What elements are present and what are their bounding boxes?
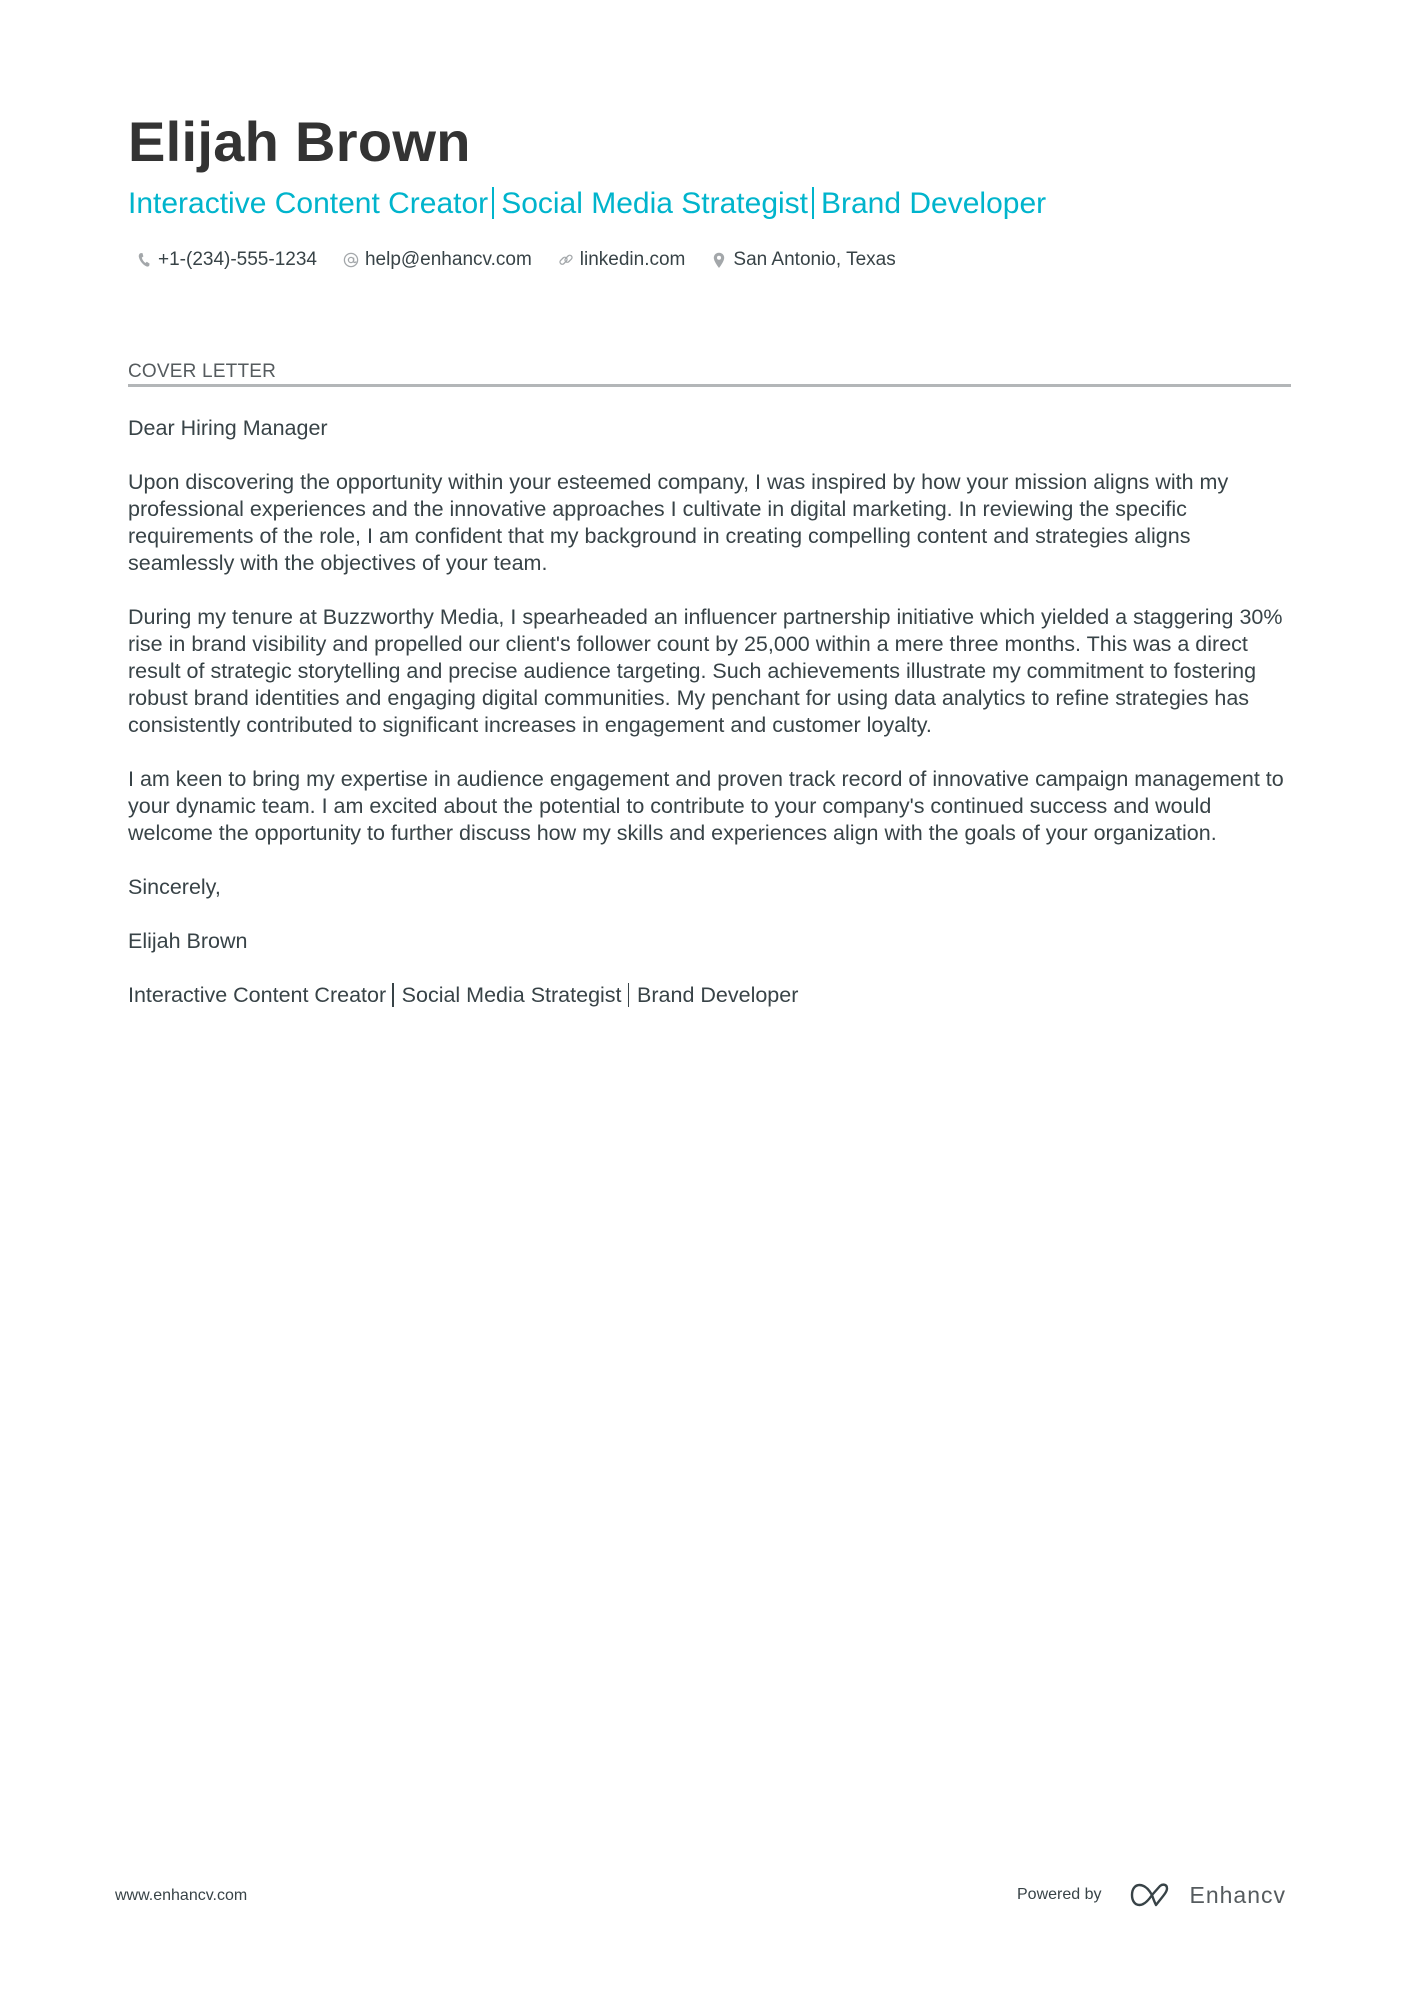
signature-title-part: Social Media Strategist (401, 983, 622, 1007)
headline-part: Social Media Strategist (501, 187, 808, 220)
signature-title-part: Interactive Content Creator (128, 983, 387, 1007)
headline (128, 185, 1046, 223)
headline-part: Interactive Content Creator (128, 187, 489, 220)
link-icon (558, 251, 574, 269)
section-title: COVER LETTER (128, 361, 277, 382)
signature-title (128, 982, 1291, 1009)
contact-location (711, 246, 895, 274)
linkedin-value: linkedin.com (579, 249, 686, 270)
closing: Sincerely, (128, 875, 221, 899)
contact-email[interactable] (343, 246, 532, 274)
enhancv-logo-icon (1130, 1882, 1178, 1908)
signature-title-part: Brand Developer (637, 983, 799, 1007)
contact-linkedin[interactable] (558, 246, 686, 274)
footer-website-link[interactable]: www.enhancv.com (115, 1887, 248, 1904)
section-divider (128, 384, 1291, 387)
powered-by-badge[interactable] (1017, 1880, 1286, 1910)
paragraph: I am keen to bring my expertise in audience engagement and proven track record of innovative campaign management to your dynamic team. I am excited about the potential to contribute to your company's continued success and would welcome the opportunity to further discuss how my skills and experiences align with the goals of your organization. (128, 767, 1284, 845)
location-value: San Antonio, Texas (733, 249, 896, 270)
location-pin-icon (711, 251, 727, 269)
contact-row (136, 246, 922, 274)
signature-separator (628, 983, 630, 1007)
paragraph: Upon discovering the opportunity within your esteemed company, I was inspired by how your mission aligns with my professional experiences and the innovative approaches I cultivate in digital marketing. In reviewing the specific requirements of the role, I am confident that my background in creating compelling content and strategies aligns seamlessly with the objectives of your team. (128, 470, 1229, 575)
headline-part: Brand Developer (821, 187, 1047, 220)
email-value: help@enhancv.com (364, 249, 532, 270)
contact-phone[interactable] (136, 246, 317, 274)
enhancv-logo-text: Enhancv (1189, 1881, 1287, 1908)
signature-name: Elijah Brown (128, 929, 248, 953)
phone-value: +1-(234)-555-1234 (158, 249, 317, 270)
paragraph: During my tenure at Buzzworthy Media, I spearheaded an influencer partnership initiative which yielded a staggering 30% rise in brand visibility and propelled our client's follower count by 25,000 within a mere three months. This was a direct result of strategic storytelling and precise audience targeting. Such achievements illustrate my commitment to fostering robust brand identities and engaging digital communities. My penchant for using data analytics to refine strategies has consistently contributed to significant increases in engagement and customer loyalty. (128, 605, 1283, 737)
headline-separator (492, 187, 494, 219)
at-icon (343, 251, 359, 269)
phone-icon (136, 251, 152, 269)
powered-by-label: Powered by (1017, 1886, 1102, 1903)
candidate-name: Elijah Brown (128, 110, 471, 173)
cover-letter-body (128, 415, 1291, 1036)
signature-separator (392, 983, 394, 1007)
headline-separator (812, 187, 814, 219)
greeting: Dear Hiring Manager (128, 416, 328, 440)
